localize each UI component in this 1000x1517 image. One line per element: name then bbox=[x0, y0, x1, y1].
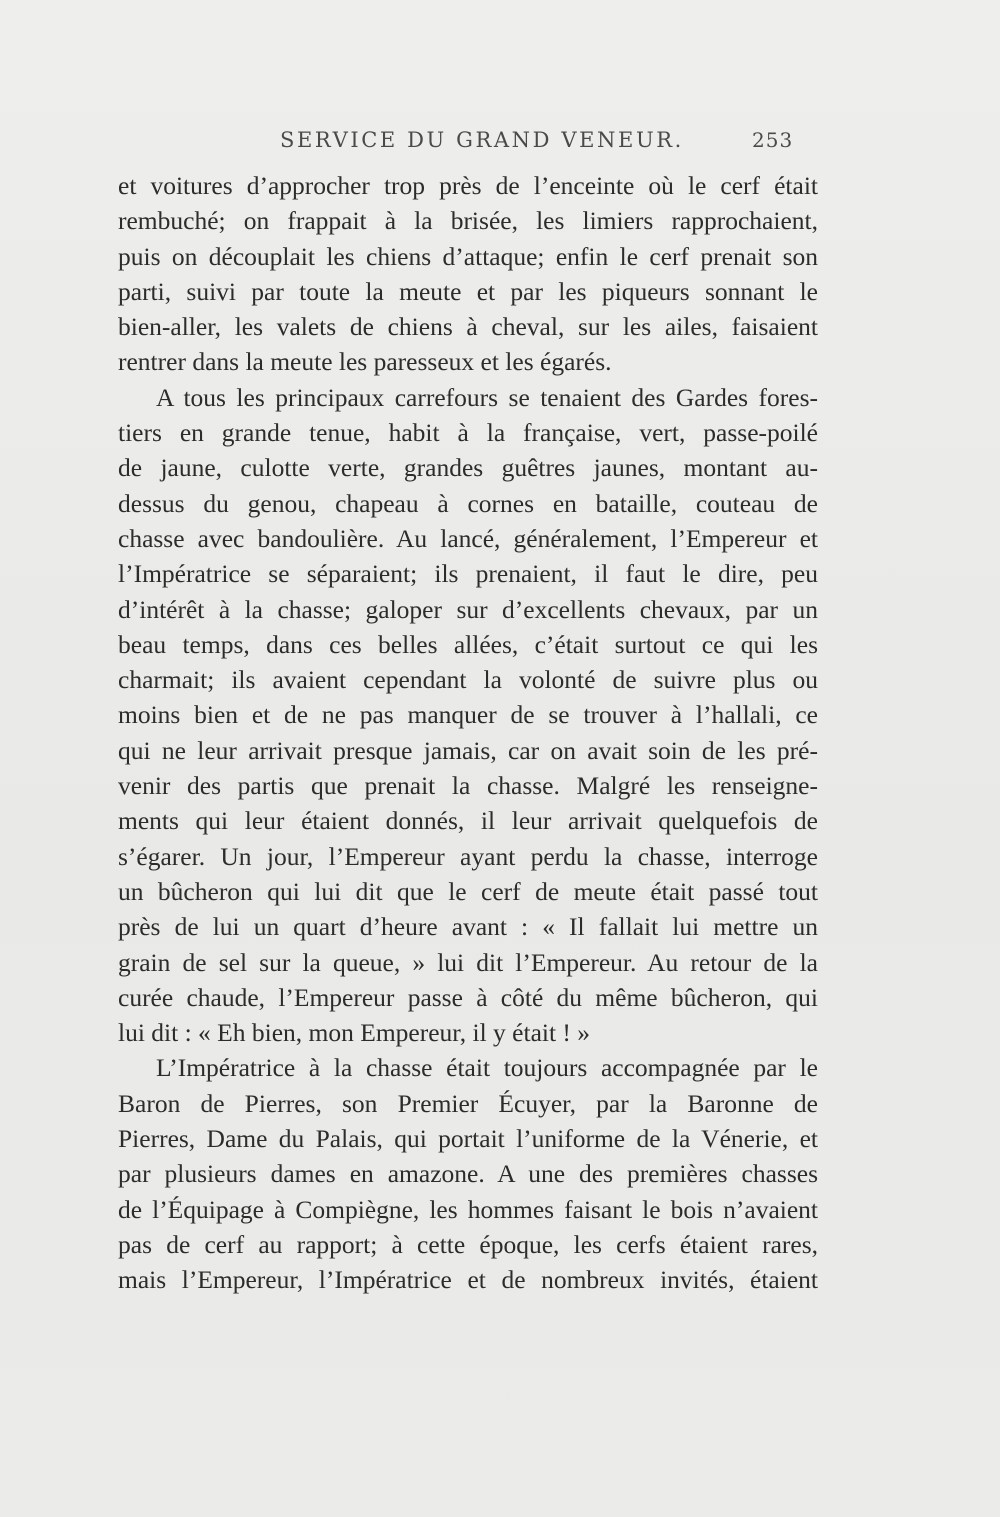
text-line: Pierres, Dame du Palais, qui portait l’uniforme de la Vénerie, et bbox=[118, 1124, 818, 1154]
text-line: rentrer dans la meute les paresseux et les égarés. bbox=[118, 347, 612, 377]
text-line: L’Impératrice à la chasse était toujours accompagnée par le bbox=[156, 1053, 818, 1083]
text-line: de jaune, culotte verte, grandes guêtres jaunes, montant au- bbox=[118, 453, 818, 483]
text-line: puis on découplait les chiens d’attaque; enfin le cerf prenait son bbox=[118, 241, 818, 271]
text-line: grain de sel sur la queue, » lui dit l’Empereur. Au retour de la bbox=[118, 947, 818, 977]
text-line: s’égarer. Un jour, l’Empereur ayant perdu la chasse, interroge bbox=[118, 841, 818, 871]
body-text bbox=[118, 168, 818, 1298]
text-line: venir des partis que prenait la chasse. Malgré les renseigne- bbox=[118, 771, 818, 801]
text-line: d’intérêt à la chasse; galoper sur d’excellents chevaux, par un bbox=[118, 594, 818, 624]
text-line: un bûcheron qui lui dit que le cerf de meute était passé tout bbox=[118, 876, 818, 906]
paragraph-continued bbox=[118, 168, 818, 380]
text-line: Baron de Pierres, son Premier Écuyer, par la Baronne de bbox=[118, 1088, 818, 1118]
text-line: qui ne leur arrivait presque jamais, car on avait soin de les pré- bbox=[118, 735, 818, 765]
text-line: parti, suivi par toute la meute et par les piqueurs sonnant le bbox=[118, 276, 818, 306]
text-line: beau temps, dans ces belles allées, c’était surtout ce qui les bbox=[118, 629, 818, 659]
text-line: charmait; ils avaient cependant la volonté de suivre plus ou bbox=[118, 665, 818, 695]
text-line: lui dit : « Eh bien, mon Empereur, il y était ! » bbox=[118, 1018, 591, 1048]
text-line: rembuché; on frappait à la brisée, les limiers rapprochaient, bbox=[118, 206, 818, 236]
paragraph-imperatrice bbox=[118, 1050, 818, 1297]
text-line: A tous les principaux carrefours se tenaient des Gardes fores- bbox=[156, 382, 818, 412]
text-line: moins bien et de ne pas manquer de se trouver à l’hallali, ce bbox=[118, 700, 818, 730]
running-title: SERVICE DU GRAND VENEUR. bbox=[280, 128, 684, 152]
paragraph-gardes-forestiers bbox=[118, 380, 818, 1051]
text-line: et voitures d’approcher trop près de l’enceinte où le cerf était bbox=[118, 171, 818, 200]
text-line: mais l’Empereur, l’Impératrice et de nombreux invités, étaient bbox=[118, 1265, 818, 1295]
text-line: curée chaude, l’Empereur passe à côté du même bûcheron, qui bbox=[118, 982, 818, 1012]
page-number: 253 bbox=[752, 128, 794, 152]
text-line: dessus du genou, chapeau à cornes en bataille, couteau de bbox=[118, 488, 818, 518]
text-line: pas de cerf au rapport; à cette époque, les cerfs étaient rares, bbox=[118, 1229, 818, 1259]
text-line: de l’Équipage à Compiègne, les hommes faisant le bois n’avaient bbox=[118, 1194, 818, 1224]
text-line: bien-aller, les valets de chiens à cheval, sur les ailes, faisaient bbox=[118, 312, 818, 342]
text-line: ments qui leur étaient donnés, il leur arrivait quelquefois de bbox=[118, 806, 818, 836]
text-line: près de lui un quart d’heure avant : « Il fallait lui mettre un bbox=[118, 912, 818, 942]
text-line: par plusieurs dames en amazone. A une des premières chasses bbox=[118, 1159, 818, 1189]
text-line: chasse avec bandoulière. Au lancé, généralement, l’Empereur et bbox=[118, 523, 818, 553]
running-head bbox=[0, 128, 1000, 168]
text-line: tiers en grande tenue, habit à la française, vert, passe-poilé bbox=[118, 418, 818, 448]
text-line: l’Impératrice se séparaient; ils prenaient, il faut le dire, peu bbox=[118, 559, 818, 589]
